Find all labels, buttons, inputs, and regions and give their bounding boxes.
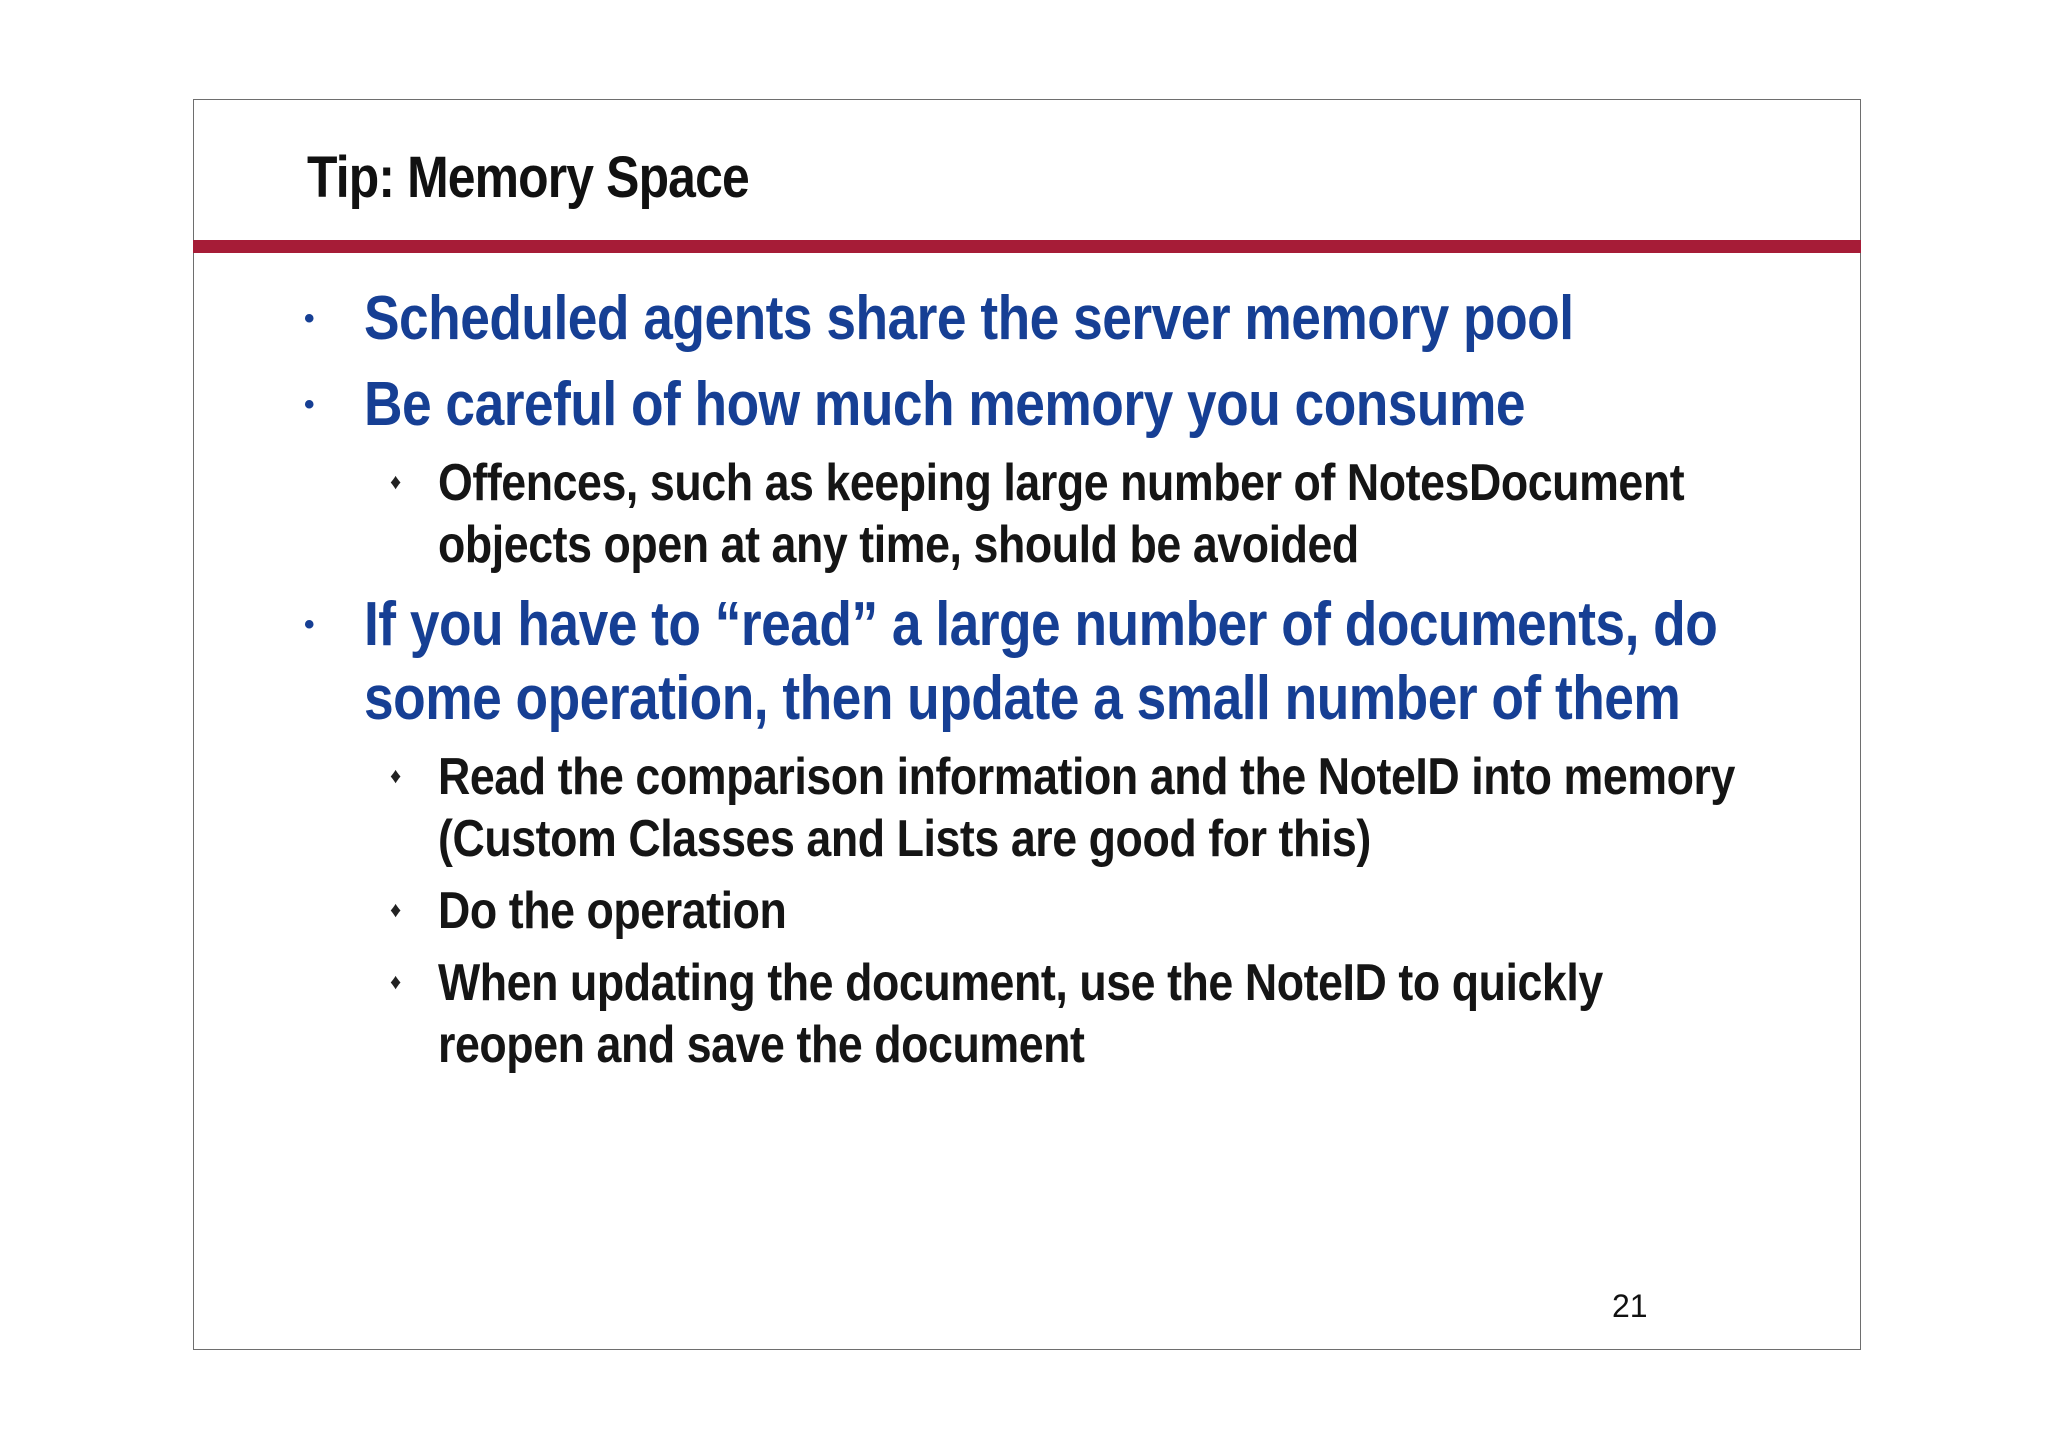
- page-number: 21: [1612, 1288, 1648, 1324]
- sub-bullet-text: Read the comparison information and the NoteID into memory (Custom Classes and Lists are good for this): [438, 748, 1735, 868]
- diamond-bullet-icon: ♦: [390, 897, 401, 922]
- sub-bullet-text: Offences, such as keeping large number of NotesDocument objects open at any time, should be avoided: [438, 454, 1685, 574]
- bullet-text: If you have to “read” a large number of documents, do some operation, then update a small number of them: [364, 590, 1718, 733]
- sub-bullet-text: Do the operation: [438, 882, 787, 940]
- bullet-dot-icon: •: [304, 388, 314, 421]
- sub-bullet-text: When updating the document, use the NoteID to quickly reopen and save the document: [438, 954, 1603, 1074]
- sub-bullet-item: [304, 952, 1764, 1076]
- sub-bullet-item: [304, 746, 1764, 870]
- sub-bullet-item: [304, 452, 1764, 576]
- bullet-dot-icon: •: [304, 608, 314, 641]
- slide-title: Tip: Memory Space: [307, 145, 749, 210]
- title-divider: [193, 240, 1861, 253]
- diamond-bullet-icon: ♦: [390, 469, 401, 494]
- bullet-item: [304, 588, 1764, 736]
- diamond-bullet-icon: ♦: [390, 969, 401, 994]
- sub-bullet-item: [304, 880, 1764, 942]
- bullet-text: Be careful of how much memory you consume: [364, 370, 1526, 439]
- bullet-item: [304, 282, 1764, 356]
- slide: [193, 99, 1861, 1350]
- bullet-dot-icon: •: [304, 302, 314, 335]
- diamond-bullet-icon: ♦: [390, 763, 401, 788]
- bullet-item: [304, 368, 1764, 442]
- bullet-list: [304, 270, 1764, 1076]
- bullet-text: Scheduled agents share the server memory pool: [364, 284, 1574, 353]
